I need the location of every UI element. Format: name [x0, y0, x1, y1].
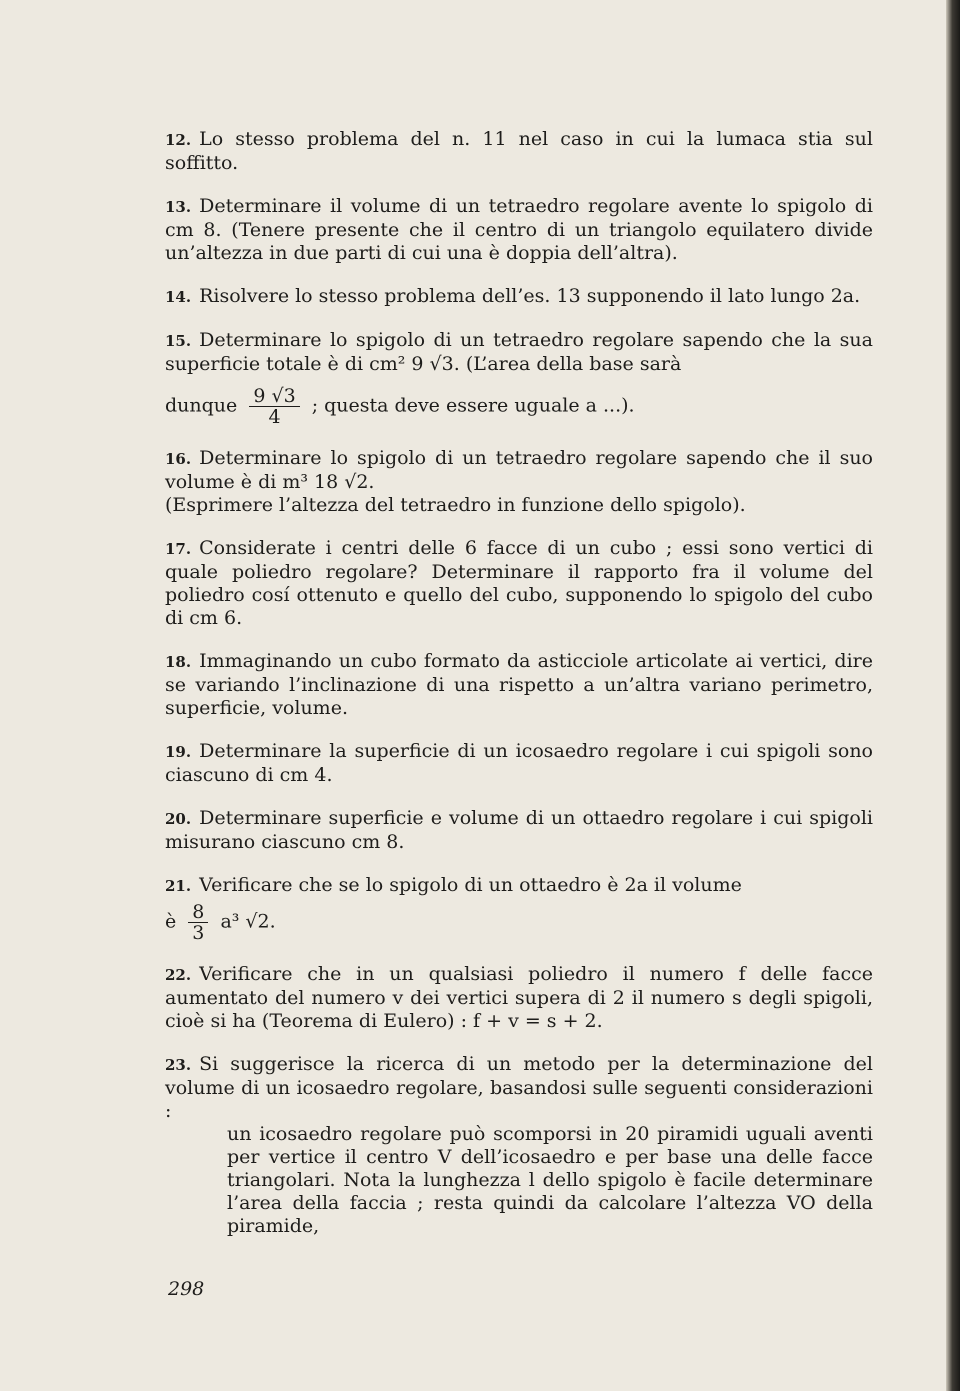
exercise-16	[165, 447, 873, 517]
exercise-number: 12.	[165, 131, 192, 149]
page-edge-shadow	[946, 0, 960, 1391]
exercise-text: Determinare lo spigolo di un tetraedro regolare sapendo che la sua superficie totale è di cm² 9 √3. (L’area della base sarà	[165, 329, 873, 375]
exercise-text: Determinare il volume di un tetraedro regolare avente lo spigolo di cm 8. (Tenere presente che il centro di un triangolo equilatero divide un’altezza in due parti di cui una è doppia dell’altra).	[165, 195, 873, 264]
page-number: 298	[168, 1278, 205, 1300]
page-body	[165, 128, 873, 1258]
exercise-number: 19.	[165, 743, 192, 761]
exercise-continuation: un icosaedro regolare può scomporsi in 20 piramidi uguali aventi per vertice il centro V dell’icosaedro e per base una delle facce triangolari. Nota la lunghezza l dello spigolo è facile determinare l’area della faccia ; resta quindi da calcolare l’altezza VO della piramide,	[227, 1123, 873, 1237]
exercise-text: Si suggerisce la ricerca di un metodo per la determinazione del volume di un icosaedro regolare, basandosi sulle seguenti considerazioni :	[165, 1053, 873, 1122]
formula-suffix: a³ √2.	[220, 910, 276, 933]
formula-prefix: dunque	[165, 394, 238, 417]
exercise-text: Determinare lo spigolo di un tetraedro regolare sapendo che il suo volume è di m³ 18 √2.	[165, 447, 873, 493]
exercise-number: 18.	[165, 653, 192, 671]
formula-line	[165, 902, 873, 943]
exercise-number: 23.	[165, 1056, 192, 1074]
formula-suffix: ; questa deve essere uguale a ...).	[311, 394, 635, 417]
exercise-12	[165, 128, 873, 175]
exercise-text: Lo stesso problema del n. 11 nel caso in cui la lumaca stia sul soffitto.	[165, 128, 873, 174]
exercise-text: Considerate i centri delle 6 facce di un cubo ; essi sono vertici di quale poliedro regolare? Determinare il rapporto fra il volume del poliedro cosí ottenuto e quello del cubo, supponendo lo spigolo del cubo di cm 6.	[165, 537, 873, 629]
exercise-21	[165, 874, 873, 943]
exercise-23	[165, 1053, 873, 1238]
exercise-18	[165, 650, 873, 720]
exercise-22	[165, 963, 873, 1033]
exercise-text: Verificare che in un qualsiasi poliedro il numero f delle facce aumentato del numero v dei vertici supera di 2 il numero s degli spigoli, cioè si ha (Teorema di Eulero) : f + v = s + 2.	[165, 963, 873, 1032]
exercise-13	[165, 195, 873, 265]
exercise-19	[165, 740, 873, 787]
exercise-number: 17.	[165, 540, 192, 558]
exercise-text: Immaginando un cubo formato da asticciole articolate ai vertici, dire se variando l’inclinazione di una rispetto a un’altra variano perimetro, superficie, volume.	[165, 650, 873, 719]
exercise-number: 15.	[165, 332, 192, 350]
fraction-denominator: 3	[192, 922, 205, 944]
exercise-note: (Esprimere l’altezza del tetraedro in funzione dello spigolo).	[165, 494, 746, 516]
fraction	[188, 902, 208, 943]
exercise-number: 22.	[165, 966, 192, 984]
formula-prefix: è	[165, 910, 177, 933]
exercise-number: 21.	[165, 877, 192, 895]
exercise-number: 14.	[165, 288, 192, 306]
exercise-number: 16.	[165, 450, 192, 468]
exercise-text: Verificare che se lo spigolo di un ottaedro è 2a il volume	[199, 874, 742, 896]
exercise-text: Determinare superficie e volume di un ottaedro regolare i cui spigoli misurano ciascuno cm 8.	[165, 807, 873, 853]
exercise-14	[165, 285, 873, 309]
exercise-20	[165, 807, 873, 854]
fraction-numerator: 8	[188, 902, 208, 923]
fraction-numerator: 9 √3	[249, 386, 299, 407]
formula-line	[165, 386, 873, 427]
exercise-text: Determinare la superficie di un icosaedro regolare i cui spigoli sono ciascuno di cm 4.	[165, 740, 873, 786]
exercise-15	[165, 329, 873, 427]
exercise-17	[165, 537, 873, 630]
exercise-number: 13.	[165, 198, 192, 216]
exercise-text: Risolvere lo stesso problema dell’es. 13 supponendo il lato lungo 2a.	[199, 285, 861, 307]
fraction	[249, 386, 299, 427]
fraction-denominator: 4	[268, 406, 281, 428]
exercise-number: 20.	[165, 810, 192, 828]
